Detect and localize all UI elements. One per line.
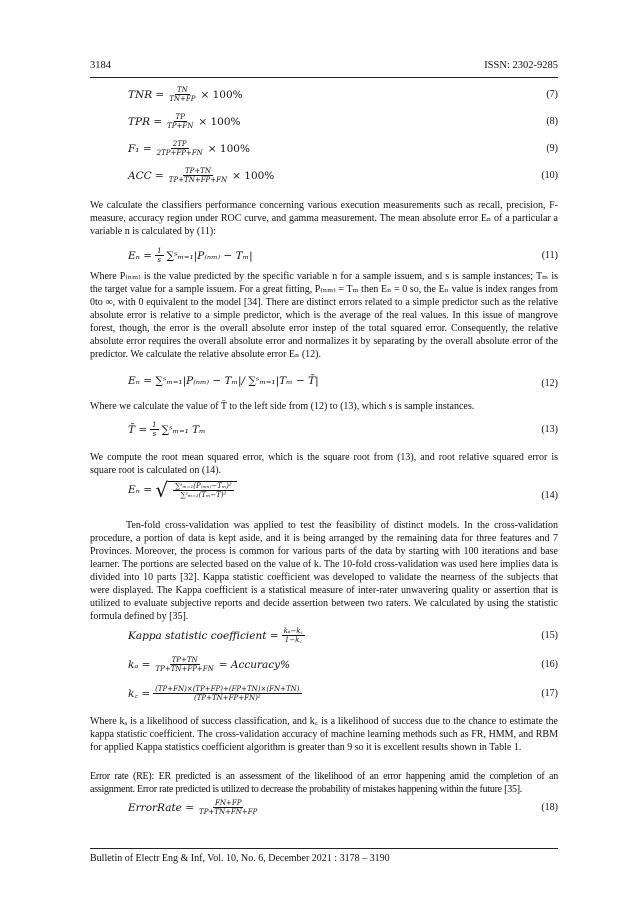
- equation-8: TPR = $\frac{TP}{TP+FN}$ × 100% (8): [128, 113, 558, 131]
- equation-12: Eₙ = ∑ˢₘ₌₁|P₍ₙₘ₎ − Tₘ|/ ∑ˢₘ₌₁|Tₘ − T̄| (12): [128, 375, 558, 389]
- issn: ISSN: 2302-9285: [484, 60, 558, 71]
- equation-13: T̄ = $\frac{1}{s}$ ∑ˢₘ₌₁ Tₘ (13): [128, 421, 558, 439]
- paragraph-kappa-likelihood: Where kₐ is a likelihood of success classification, and k꜀ is a likelihood of success due to the chance to estimate the kappa statistic coefficient. The cross-validation accuracy of machine learning methods such as FR, HMM, and RBM for applied Kappa statistics coefficient algorithm is greater than 9 so it is excellent results shown in Table 1.: [90, 716, 558, 753]
- equation-number: (15): [541, 630, 558, 641]
- equation-number: (14): [541, 490, 558, 501]
- page-header: [90, 60, 558, 74]
- equation-15: Kappa statistic coefficient = $\frac{\text{kₐ−k꜀}}{1-k꜀}$ (15): [128, 627, 558, 645]
- equation-16: kₐ = $\frac{TP+TN}{TP+TN+FP+FN}$ = Accuracy% (16): [128, 656, 558, 674]
- paragraph-root-mean-squared: We compute the root mean squared error, which is the square root from (13), and root relative squared error is square root is calculated on (14).: [90, 452, 558, 476]
- paragraph-error-rate: Error rate (RE): ER predicted is an assessment of the likelihood of an error happening amid the completion of an assignment. Error rate predicted is utilized to decrease the probability of mistakes happening within the future [35].: [90, 771, 558, 795]
- equation-number: (11): [541, 250, 558, 261]
- paragraph-classifier-performance: We calculate the classifiers performance concerning various execution measurements such as recall, precision, F-measure, accuracy region under ROC curve, and gamma measurement. The mean absolute error Eₙ of a particular a variable n is calculated by (11):: [90, 200, 558, 237]
- equation-number: (10): [541, 170, 558, 181]
- equation-number: (16): [541, 659, 558, 670]
- equation-number: (13): [541, 424, 558, 435]
- equation-11: Eₙ = $\frac{1}{s}$ ∑ˢₘ₌₁|P₍ₙₘ₎ − Tₘ| (11): [128, 247, 558, 265]
- page-footer: Bulletin of Electr Eng & Inf, Vol. 10, No. 6, December 2021 : 3178 – 3190: [90, 853, 390, 864]
- paragraph-ten-fold-cv: Ten-fold cross-validation was applied to test the feasibility of distinct models. In the cross-validation procedure, a portion of data is kept aside, and it is being arranged by the remaining data for three features and 7 Provinces. Moreover, the process is common for various parts of the data by starting with 100 iterations and base learner. The portions are selected based on the value of k. The 10-fold cross-validation was used here implies data is divided into 10 parts [32]. Kappa statistic coefficient was developed to validate the nearness of the subjects that were displayed. The Kappa coefficient is a statistical measure of inter-rater unwavering quality or assertion that is utilized to evaluate subjective reports and decide assertion between two raters. We calculated by using the statistic formula defined by [35].: [90, 520, 558, 622]
- equation-number: (8): [546, 116, 558, 127]
- paragraph-mean-absolute-error: Where P₍ₙₘ₎ is the value predicted by the specific variable n for a sample issuem, and s is sample instances; Tₘ is the target value for a sample issuem. For a great fitting, P₍ₙₘ₎ = Tₘ then Eₙ = 0 so, the Eₙ value is index ranges from 0to ∞, with 0 equivalent to the model [34]. There are distinct errors related to a simple predictor such as the relative absolute error is relative to a simple predictor, which is the average of the real values. In this issue of mangrove forest, though, the error is the overall absolute error instep of the total squared error. Consequently, the relative absolute error requires the overall absolute error and normalizes it by separating by the overall absolute error of the predictor. We calculate the relative absolute error Eₙ (12).: [90, 271, 558, 360]
- page-number: 3184: [90, 60, 111, 71]
- equation-number: (9): [546, 143, 558, 154]
- paragraph-t-bar: Where we calculate the value of T̄ to the left side from (12) to (13), which s is sample instances.: [90, 401, 475, 412]
- square-root: √ $\frac{\text{∑ˢₘ₌₁(P₍ₙₘ₎−Tₘ)²}}{\text{∑ˢₘ₌₁(Tₘ−T̄)²}}$: [155, 480, 236, 500]
- equation-number: (18): [541, 802, 558, 813]
- equation-10: ACC = $\frac{TP+TN}{TP+TN+FP+FN}$ × 100% (10): [128, 167, 558, 185]
- header-rule: [90, 77, 558, 78]
- footer-rule: [90, 848, 558, 849]
- equation-number: (12): [541, 378, 558, 389]
- equation-number: (7): [546, 89, 558, 100]
- equation-7: TNR = $\frac{TN}{TN+FP}$ × 100% (7): [128, 86, 558, 104]
- equation-17: k꜀ = $\frac{(TP+FN)\times(TP+FP)+(FP+TN)\times(FN+TN)}{\text{(TP+TN+FP+FN)²}}$ (17): [128, 685, 558, 703]
- equation-14: Eₙ = √ $\frac{\text{∑ˢₘ₌₁(P₍ₙₘ₎−Tₘ)²}}{\text{∑ˢₘ₌₁(Tₘ−T̄)²}}$ (14): [128, 478, 558, 502]
- equation-9: F₁ = $\frac{2TP}{2TP+FP+FN}$ × 100% (9): [128, 140, 558, 158]
- equation-number: (17): [541, 688, 558, 699]
- equation-18: ErrorRate = $\frac{FN+FP}{TP+TN+FN+FP}$ (18): [128, 799, 558, 817]
